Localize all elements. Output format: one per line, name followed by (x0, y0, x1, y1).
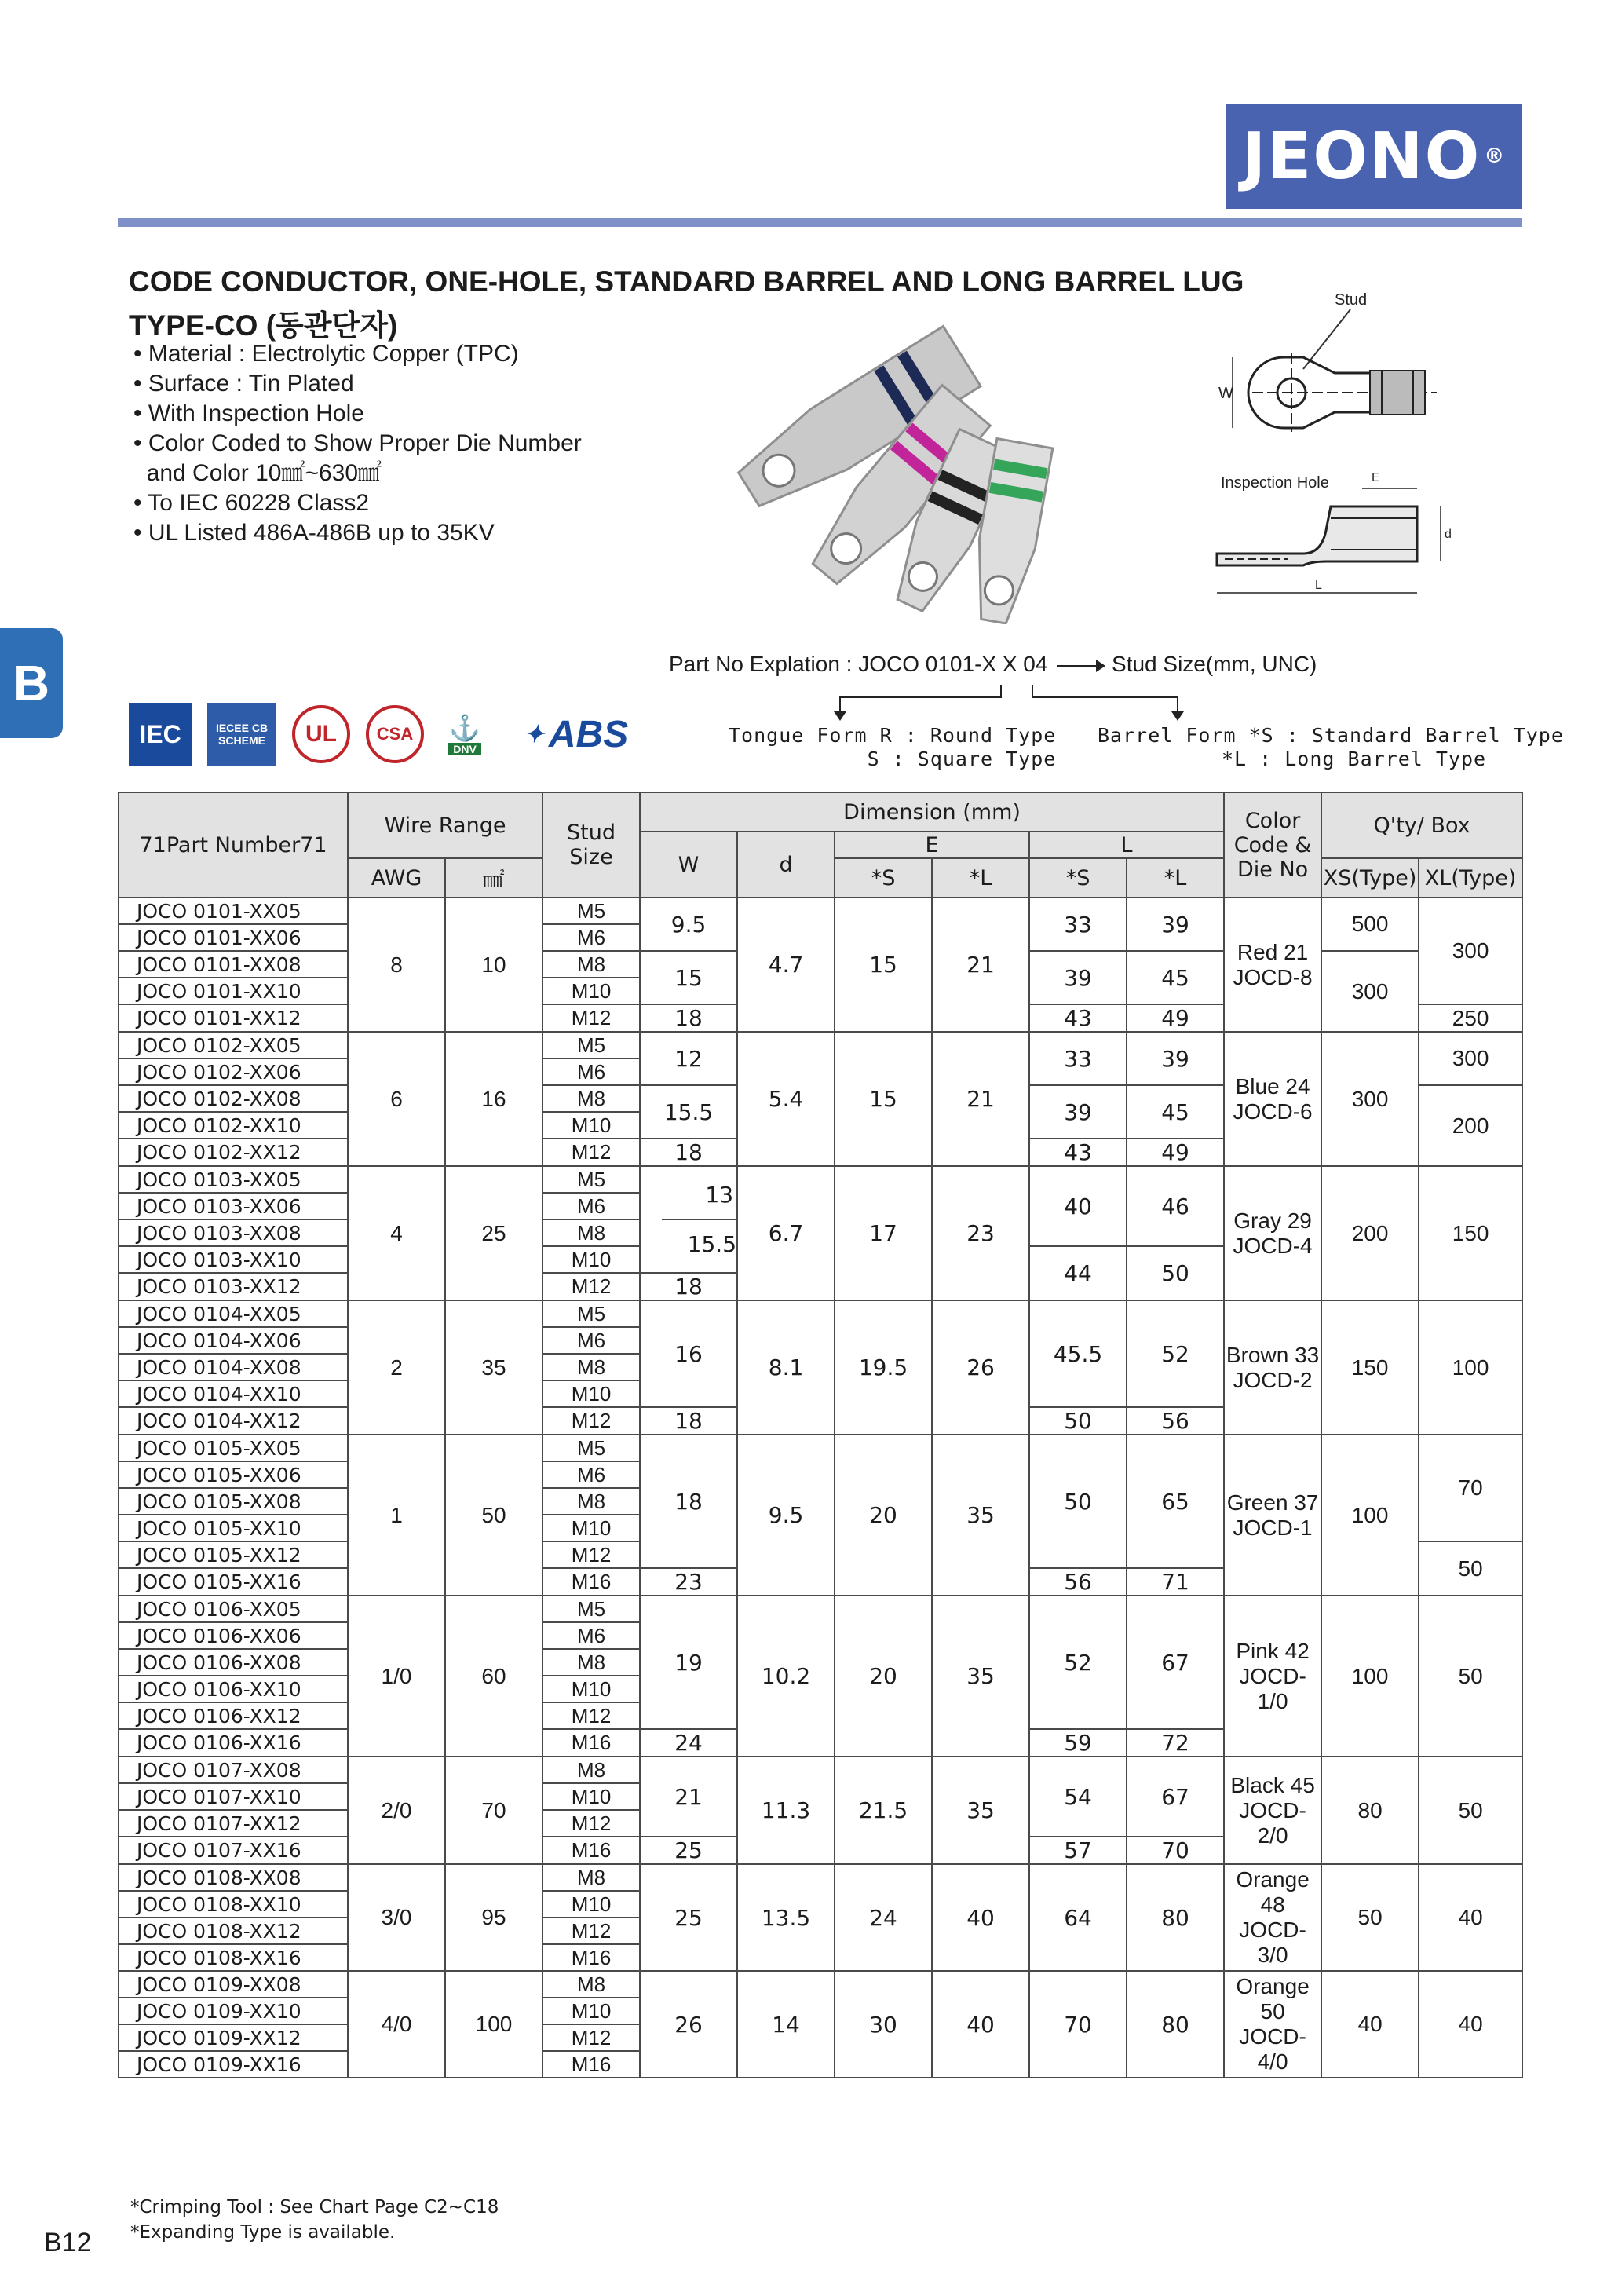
header-stud-size: Stud Size (542, 792, 640, 898)
header-qty-box: Q'ty/ Box (1321, 792, 1522, 858)
table-cell: 25 (640, 1837, 737, 1864)
header-dimension: Dimension (mm) (640, 792, 1224, 832)
table-cell: M8 (542, 951, 640, 978)
table-cell: JOCO 0106-XX12 (119, 1702, 348, 1729)
table-cell: 50 (1029, 1435, 1127, 1568)
table-cell: M6 (542, 1327, 640, 1354)
table-cell: M10 (542, 1783, 640, 1810)
table-cell: 40 (1419, 1864, 1522, 1971)
table-cell: 23 (640, 1568, 737, 1596)
table-row (119, 1864, 1522, 1891)
table-cell: M8 (542, 1971, 640, 1998)
feature-item: • Material : Electrolytic Copper (TPC) (133, 339, 582, 369)
inspection-hole-label: Inspection Hole (1221, 474, 1329, 492)
table-cell: 30 (835, 1971, 932, 2078)
color-code: Black 45 JOCD-2/0 (1224, 1757, 1321, 1864)
table-cell: 9.5 (737, 1435, 835, 1596)
table-cell: 18 (640, 1407, 737, 1435)
table-cell: M16 (542, 1568, 640, 1596)
table-cell: 70 (1127, 1837, 1224, 1864)
table-cell: 4 (348, 1166, 445, 1300)
table-cell: 80 (1127, 1971, 1224, 2078)
table-cell: 150 (1419, 1166, 1522, 1300)
table-cell: M12 (542, 1702, 640, 1729)
table-row (119, 1435, 1522, 1461)
table-cell: 39 (1029, 951, 1127, 1004)
table-cell: 24 (640, 1729, 737, 1757)
spec-table-body (119, 898, 1522, 2078)
table-cell: 200 (1321, 1166, 1419, 1300)
table-cell: JOCO 0107-XX16 (119, 1837, 348, 1864)
table-cell: 33 (1029, 898, 1127, 951)
table-cell: JOCO 0105-XX10 (119, 1515, 348, 1541)
table-cell: JOCO 0109-XX08 (119, 1971, 348, 1998)
table-cell: 40 (1321, 1971, 1419, 2078)
table-cell: 39 (1029, 1085, 1127, 1139)
table-cell: 15 (835, 898, 932, 1032)
header-mm2: ㎟ (445, 858, 542, 898)
table-cell: M8 (542, 1757, 640, 1783)
table-cell: 100 (1321, 1435, 1419, 1596)
table-cell: JOCO 0108-XX10 (119, 1891, 348, 1918)
table-cell: 39 (1127, 898, 1224, 951)
table-cell: 100 (1321, 1596, 1419, 1757)
table-cell: 13.5 (737, 1864, 835, 1971)
table-cell: M12 (542, 1918, 640, 1944)
page-title: CODE CONDUCTOR, ONE-HOLE, STANDARD BARREL AND LONG BARREL LUG (129, 265, 1244, 298)
table-cell: 500 (1321, 898, 1419, 951)
color-code: Green 37 JOCD-1 (1224, 1435, 1321, 1596)
table-cell: M12 (542, 1810, 640, 1837)
table-cell: JOCO 0106-XX06 (119, 1622, 348, 1649)
table-cell: JOCO 0105-XX05 (119, 1435, 348, 1461)
table-cell: 26 (932, 1300, 1029, 1435)
table-cell: 16 (640, 1300, 737, 1407)
table-cell: 40 (932, 1971, 1029, 2078)
table-cell: JOCO 0105-XX12 (119, 1541, 348, 1568)
jeono-logo: JEONO ® (1226, 104, 1522, 209)
table-cell: JOCO 0105-XX08 (119, 1488, 348, 1515)
table-cell: 56 (1029, 1568, 1127, 1596)
table-cell: M12 (542, 1407, 640, 1435)
table-cell: 59 (1029, 1729, 1127, 1757)
table-cell: JOCO 0106-XX16 (119, 1729, 348, 1757)
color-code: Red 21 JOCD-8 (1224, 898, 1321, 1032)
table-cell: JOCO 0101-XX05 (119, 898, 348, 924)
table-cell: JOCO 0106-XX10 (119, 1676, 348, 1702)
table-cell: 50 (1029, 1407, 1127, 1435)
table-cell: JOCO 0109-XX16 (119, 2051, 348, 2078)
table-cell: M5 (542, 1596, 640, 1622)
table-cell: JOCO 0107-XX10 (119, 1783, 348, 1810)
table-cell: 70 (445, 1757, 542, 1864)
table-cell: 300 (1321, 1032, 1419, 1166)
table-cell: 250 (1419, 1004, 1522, 1032)
table-cell: JOCO 0107-XX12 (119, 1810, 348, 1837)
page-subtitle: TYPE-CO (동관단자) (129, 309, 398, 342)
lug-diagram (1193, 291, 1492, 605)
table-cell: M5 (542, 898, 640, 924)
table-cell: 80 (1321, 1757, 1419, 1864)
table-cell: M12 (542, 1004, 640, 1032)
header-l-s: *S (1029, 858, 1127, 898)
header-xl: XL(Type) (1419, 858, 1522, 898)
color-code: Gray 29 JOCD-4 (1224, 1166, 1321, 1300)
table-cell: 56 (1127, 1407, 1224, 1435)
table-row (119, 1300, 1522, 1327)
table-cell: JOCO 0101-XX10 (119, 978, 348, 1004)
header-l-l: *L (1127, 858, 1224, 898)
table-cell: 67 (1127, 1596, 1224, 1729)
table-cell: 15 (640, 951, 737, 1004)
header-part-number: 71Part Number71 (119, 792, 348, 898)
table-cell: 50 (1321, 1864, 1419, 1971)
color-code: Pink 42 JOCD-1/0 (1224, 1596, 1321, 1757)
table-row (119, 898, 1522, 924)
feature-item: and Color 10㎟~630㎟ (146, 460, 382, 486)
table-cell: 45 (1127, 951, 1224, 1004)
header-w: W (640, 832, 737, 898)
table-cell: 21 (640, 1757, 737, 1837)
table-cell: JOCO 0106-XX05 (119, 1596, 348, 1622)
table-cell: JOCO 0103-XX10 (119, 1246, 348, 1273)
table-row (119, 1596, 1522, 1622)
table-cell: 10 (445, 898, 542, 1032)
table-cell: M10 (542, 1246, 640, 1273)
feature-item: • Surface : Tin Plated (133, 369, 582, 399)
table-cell: 80 (1127, 1864, 1224, 1971)
table-cell: 33 (1029, 1032, 1127, 1085)
table-cell: 52 (1127, 1300, 1224, 1407)
table-cell: 40 (1029, 1166, 1127, 1246)
product-photo (707, 318, 1076, 624)
barrel-form-legend: Barrel Form *S : Standard Barrel Type *L : Long Barrel Type (1098, 724, 1564, 770)
table-cell: 3/0 (348, 1864, 445, 1971)
certification-logos (129, 703, 647, 766)
feature-item: • With Inspection Hole (133, 399, 582, 429)
table-cell: JOCO 0101-XX06 (119, 924, 348, 951)
table-cell: M5 (542, 1300, 640, 1327)
header-l: L (1029, 832, 1224, 858)
color-code: Brown 33 JOCD-2 (1224, 1300, 1321, 1435)
table-cell: M6 (542, 1058, 640, 1085)
header-d: d (737, 832, 835, 898)
table-cell: M12 (542, 1541, 640, 1568)
csa-logo: CSA (366, 705, 424, 763)
table-cell: M10 (542, 1676, 640, 1702)
table-cell: 2/0 (348, 1757, 445, 1864)
eagle-icon: ✦ (524, 721, 544, 748)
table-cell: M8 (542, 1085, 640, 1112)
table-cell: 60 (445, 1596, 542, 1757)
table-cell: 150 (1321, 1300, 1419, 1435)
table-cell: M12 (542, 2024, 640, 2051)
table-cell: 50 (1127, 1246, 1224, 1300)
part-no-arrows (824, 682, 1193, 721)
part-no-label: Part No Explation : JOCO 0101-X X 04 (669, 652, 1048, 676)
table-cell: 45.5 (1029, 1300, 1127, 1407)
header-e-s: *S (835, 858, 932, 898)
table-cell: 50 (1419, 1541, 1522, 1596)
stud-size-label: Stud Size(mm, UNC) (1112, 652, 1317, 676)
table-cell: 43 (1029, 1139, 1127, 1166)
table-cell: M10 (542, 1998, 640, 2024)
table-cell: 21 (932, 898, 1029, 1032)
e-label: E (1372, 471, 1380, 484)
feature-item: • To IEC 60228 Class2 (133, 488, 582, 518)
table-cell: JOCO 0102-XX06 (119, 1058, 348, 1085)
table-cell: 2 (348, 1300, 445, 1435)
table-cell: JOCO 0103-XX12 (119, 1273, 348, 1300)
table-cell: 35 (932, 1596, 1029, 1757)
table-cell: M10 (542, 978, 640, 1004)
table-cell: JOCO 0105-XX06 (119, 1461, 348, 1488)
feature-list (133, 339, 582, 548)
table-cell: JOCO 0104-XX10 (119, 1380, 348, 1407)
table-cell: 39 (1127, 1032, 1224, 1085)
iec-logo: IEC (129, 703, 192, 766)
table-cell: JOCO 0107-XX08 (119, 1757, 348, 1783)
table-cell: JOCO 0103-XX06 (119, 1193, 348, 1219)
table-cell: 15.5 (640, 1085, 737, 1139)
header-color-code: Color Code & Die No (1224, 792, 1321, 898)
table-cell: M5 (542, 1032, 640, 1058)
table-cell: 5.4 (737, 1032, 835, 1166)
table-cell: 45 (1127, 1085, 1224, 1139)
abs-logo: ✦ ABS (524, 713, 629, 755)
w-label: W (1218, 385, 1233, 402)
table-cell: 50 (1419, 1757, 1522, 1864)
table-cell: JOCO 0109-XX12 (119, 2024, 348, 2051)
table-cell: JOCO 0101-XX08 (119, 951, 348, 978)
table-cell: 50 (445, 1435, 542, 1596)
header-rule (118, 218, 1522, 227)
table-cell: 35 (932, 1435, 1029, 1596)
page-number: B12 (44, 2228, 92, 2258)
table-cell: 10.2 (737, 1596, 835, 1757)
table-cell: 11.3 (737, 1757, 835, 1864)
stud-label: Stud (1335, 291, 1368, 309)
table-cell: 16 (445, 1032, 542, 1166)
table-cell: 24 (835, 1864, 932, 1971)
table-cell: M16 (542, 1837, 640, 1864)
table-cell: 300 (1419, 898, 1522, 1004)
tongue-form-legend: Tongue Form R : Round Type S : Square Type (729, 724, 1057, 770)
table-cell: JOCO 0103-XX08 (119, 1219, 348, 1246)
table-cell: JOCO 0104-XX08 (119, 1354, 348, 1380)
table-cell: 21 (932, 1032, 1029, 1166)
table-cell: M12 (542, 1273, 640, 1300)
table-cell: 50 (1419, 1596, 1522, 1757)
table-cell: JOCO 0102-XX10 (119, 1112, 348, 1139)
table-cell: JOCO 0102-XX12 (119, 1139, 348, 1166)
table-cell: 52 (1029, 1596, 1127, 1729)
table-row (119, 1166, 1522, 1193)
table-cell: 19.5 (835, 1300, 932, 1435)
table-cell: 4/0 (348, 1971, 445, 2078)
table-cell: 44 (1029, 1246, 1127, 1300)
table-cell: 8.1 (737, 1300, 835, 1435)
table-cell: M16 (542, 1944, 640, 1971)
table-cell: 23 (932, 1166, 1029, 1300)
table-cell: M5 (542, 1166, 640, 1193)
table-cell: JOCO 0108-XX08 (119, 1864, 348, 1891)
table-cell: M10 (542, 1891, 640, 1918)
section-tab: B (0, 628, 63, 738)
color-code: Orange 48 JOCD-3/0 (1224, 1864, 1321, 1971)
table-cell: M5 (542, 1435, 640, 1461)
table-cell: 18 (640, 1435, 737, 1568)
table-cell: 14 (737, 1971, 835, 2078)
header-awg: AWG (348, 858, 445, 898)
table-row (119, 1971, 1522, 1998)
table-cell: 25 (445, 1166, 542, 1300)
table-cell: 100 (1419, 1300, 1522, 1435)
table-cell: 35 (445, 1300, 542, 1435)
table-cell: JOCO 0103-XX05 (119, 1166, 348, 1193)
iecee-logo: IECEE CB SCHEME (207, 703, 276, 766)
table-cell: 67 (1127, 1757, 1224, 1837)
header-e: E (835, 832, 1029, 858)
table-cell: JOCO 0104-XX06 (119, 1327, 348, 1354)
table-cell: 6.7 (737, 1166, 835, 1300)
d-label: d (1445, 528, 1452, 541)
table-cell: 21.5 (835, 1757, 932, 1864)
table-cell: 26 (640, 1971, 737, 2078)
table-cell: 54 (1029, 1757, 1127, 1837)
table-cell: JOCO 0108-XX16 (119, 1944, 348, 1971)
table-cell: 300 (1419, 1032, 1522, 1085)
table-cell: 20 (835, 1435, 932, 1596)
table-cell: 95 (445, 1864, 542, 1971)
header-wire-range: Wire Range (348, 792, 542, 858)
table-cell: JOCO 0102-XX08 (119, 1085, 348, 1112)
table-cell: 17 (835, 1166, 932, 1300)
table-cell: M10 (542, 1380, 640, 1407)
table-cell: M16 (542, 1729, 640, 1757)
table-cell: 100 (445, 1971, 542, 2078)
table-cell: 71 (1127, 1568, 1224, 1596)
spec-table (118, 792, 1523, 2078)
ul-logo: UL (292, 705, 350, 763)
table-cell: JOCO 0105-XX16 (119, 1568, 348, 1596)
table-cell: M8 (542, 1649, 640, 1676)
table-cell: 65 (1127, 1435, 1224, 1568)
table-cell: M8 (542, 1864, 640, 1891)
table-cell: JOCO 0102-XX05 (119, 1032, 348, 1058)
table-cell: 46 (1127, 1166, 1224, 1246)
w-split-cell: 13 15.5 (640, 1166, 737, 1273)
footnote-expanding: *Expanding Type is available. (130, 2222, 396, 2243)
table-cell: 300 (1321, 951, 1419, 1032)
table-cell: JOCO 0108-XX12 (119, 1918, 348, 1944)
table-cell: 18 (640, 1139, 737, 1166)
table-cell: 1/0 (348, 1596, 445, 1757)
table-cell: 200 (1419, 1085, 1522, 1166)
table-cell: M10 (542, 1112, 640, 1139)
table-cell: 49 (1127, 1004, 1224, 1032)
footnotes (130, 2195, 499, 2245)
color-code: Orange 50 JOCD-4/0 (1224, 1971, 1321, 2078)
table-cell: 6 (348, 1032, 445, 1166)
table-cell: 43 (1029, 1004, 1127, 1032)
table-cell: 15 (835, 1032, 932, 1166)
table-cell: M6 (542, 1193, 640, 1219)
table-cell: M6 (542, 1461, 640, 1488)
table-cell: 35 (932, 1757, 1029, 1864)
table-cell: JOCO 0104-XX12 (119, 1407, 348, 1435)
table-cell: JOCO 0106-XX08 (119, 1649, 348, 1676)
table-cell: 70 (1029, 1971, 1127, 2078)
table-cell: M6 (542, 924, 640, 951)
table-cell: 25 (640, 1864, 737, 1971)
table-cell: 72 (1127, 1729, 1224, 1757)
table-cell: 8 (348, 898, 445, 1032)
table-row (119, 1757, 1522, 1783)
table-cell: M8 (542, 1219, 640, 1246)
feature-item: • Color Coded to Show Proper Die Number (133, 429, 582, 459)
table-cell: JOCO 0101-XX12 (119, 1004, 348, 1032)
feature-item: • UL Listed 486A-486B up to 35KV (133, 518, 582, 548)
footnote-crimping: *Crimping Tool : See Chart Page C2∼C18 (130, 2197, 499, 2217)
table-cell: 40 (932, 1864, 1029, 1971)
table-cell: M8 (542, 1354, 640, 1380)
table-cell: 18 (640, 1273, 737, 1300)
header-xs: XS(Type) (1321, 858, 1419, 898)
table-cell: 49 (1127, 1139, 1224, 1166)
table-cell: 57 (1029, 1837, 1127, 1864)
arrow-right-icon (1057, 665, 1102, 667)
table-cell: JOCO 0109-XX10 (119, 1998, 348, 2024)
table-cell: 64 (1029, 1864, 1127, 1971)
table-cell: 4.7 (737, 898, 835, 1032)
table-cell: M6 (542, 1622, 640, 1649)
table-cell: 12 (640, 1032, 737, 1085)
table-cell: M16 (542, 2051, 640, 2078)
color-code: Blue 24 JOCD-6 (1224, 1032, 1321, 1166)
table-cell: 70 (1419, 1435, 1522, 1541)
table-cell: 19 (640, 1596, 737, 1729)
table-cell: 1 (348, 1435, 445, 1596)
table-cell: 40 (1419, 1971, 1522, 2078)
table-cell: M8 (542, 1488, 640, 1515)
table-cell: 9.5 (640, 898, 737, 951)
part-no-explanation (669, 652, 1317, 677)
table-row (119, 1032, 1522, 1058)
table-cell: 20 (835, 1596, 932, 1757)
l-label: L (1315, 579, 1322, 592)
table-cell: JOCO 0104-XX05 (119, 1300, 348, 1327)
dnv-logo: ⚓ DNV (449, 714, 480, 755)
table-cell: M12 (542, 1139, 640, 1166)
table-cell: 18 (640, 1004, 737, 1032)
header-e-l: *L (932, 858, 1029, 898)
table-cell: M10 (542, 1515, 640, 1541)
